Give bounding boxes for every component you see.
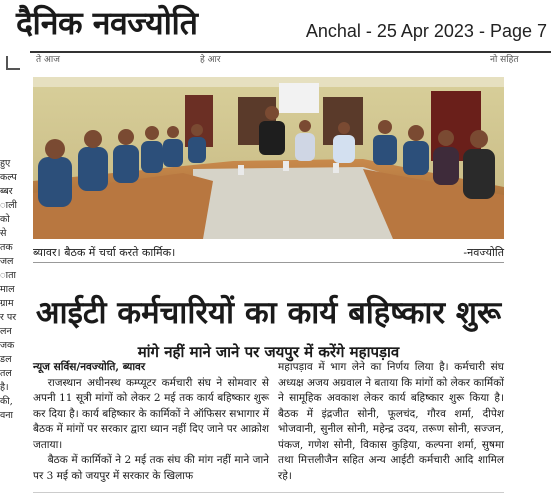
article-paragraph: राजस्थान अधीनस्थ कम्प्यूटर कर्मचारी संघ ने सोमवार से अपनी 11 सूत्री मांगों को लेकर 2 मई तक कार्य बहिष्कार शुरू कर दिया है। कार्य बहिष्कार के कार्मिकों ने ऑफिसर सभागार में बैठक में मांगों पर सरकार द्वारा ध्यान नहीं दिए जाने पर आक्रोश जताया। [33,376,269,451]
left-fragment: ब्बर [0,186,13,197]
left-fragment: ाता [0,270,16,281]
photo-caption: ब्यावर। बैठक में चर्चा करते कार्मिक। [33,246,176,259]
top-fragment: हे आर [200,55,221,65]
left-fragment: हुए [0,158,11,169]
left-fragment: है। [0,382,9,393]
article-column-2 [278,360,504,484]
headline: आईटी कर्मचारियों का कार्य बहिष्कार शुरू [35,294,502,331]
bottom-rule [33,492,504,493]
article-paragraph: महापड़ाव में भाग लेने का निर्णय लिया है। कर्मचारी संघ अध्यक्ष अजय अग्रवाल ने बताया कि मांगों को लेकर कार्मिकों ने सामूहिक अवकाश लेकर कार्य बहिष्कार शुरू किया है। बैठक में इंद्रजीत सोनी, फूलचंद, गौरव शर्मा, दीपेश भोजवानी, सुनील सोनी, महेन्द्र उदय, तरूण सोनी, सज्जन, पंकज, गणेश सोनी, विकास कुड़िया, कल्पना शर्मा, सुषमा तथा मित्तलीजैन सहित अन्य आईटी कर्मचारी आदि शामिल रहे। [278,361,504,482]
article-column-1 [33,360,269,484]
left-fragment: तक [0,242,13,253]
top-fragment: नो सहित [490,55,519,65]
corner-mark [6,56,20,70]
left-fragment: कल्प [0,172,17,183]
edition-info: Anchal - 25 Apr 2023 - Page 7 [305,21,547,41]
photo-credit: -नवज्योति [463,246,504,259]
news-photo [33,77,504,239]
left-fragment: ग्राम [0,298,14,309]
subheadline: मांगे नहीं माने जाने पर जयपुर में करेंगे महापड़ाव [137,343,400,362]
left-fragment: ाली [0,200,18,211]
left-fragment: से [0,228,7,239]
left-fragment: को [0,214,10,225]
left-fragment: माल [0,284,15,295]
caption-rule [33,262,504,263]
masthead: दैनिक नवज्योति [16,4,198,42]
left-fragment: लन [0,326,12,337]
left-fragment: डल [0,354,12,365]
top-rule [30,51,551,53]
meeting-photo-illustration [33,77,504,239]
left-fragment: जक [0,340,15,351]
left-fragment: वना [0,410,14,421]
top-fragment: ते आज [36,55,60,65]
left-column-fragments [0,157,22,423]
left-fragment: की, [0,396,13,407]
article-dateline: न्यूज सर्विस/नवज्योति, ब्यावर [33,361,146,373]
article-paragraph: बैठक में कार्मिकों ने 2 मई तक संघ की मांग नहीं माने जाने पर 3 मई को जयपुर में सरकार के खिलाफ [33,454,269,482]
left-fragment: तल [0,368,12,379]
left-fragment: र पर [0,312,17,323]
left-fragment: जल [0,256,14,267]
